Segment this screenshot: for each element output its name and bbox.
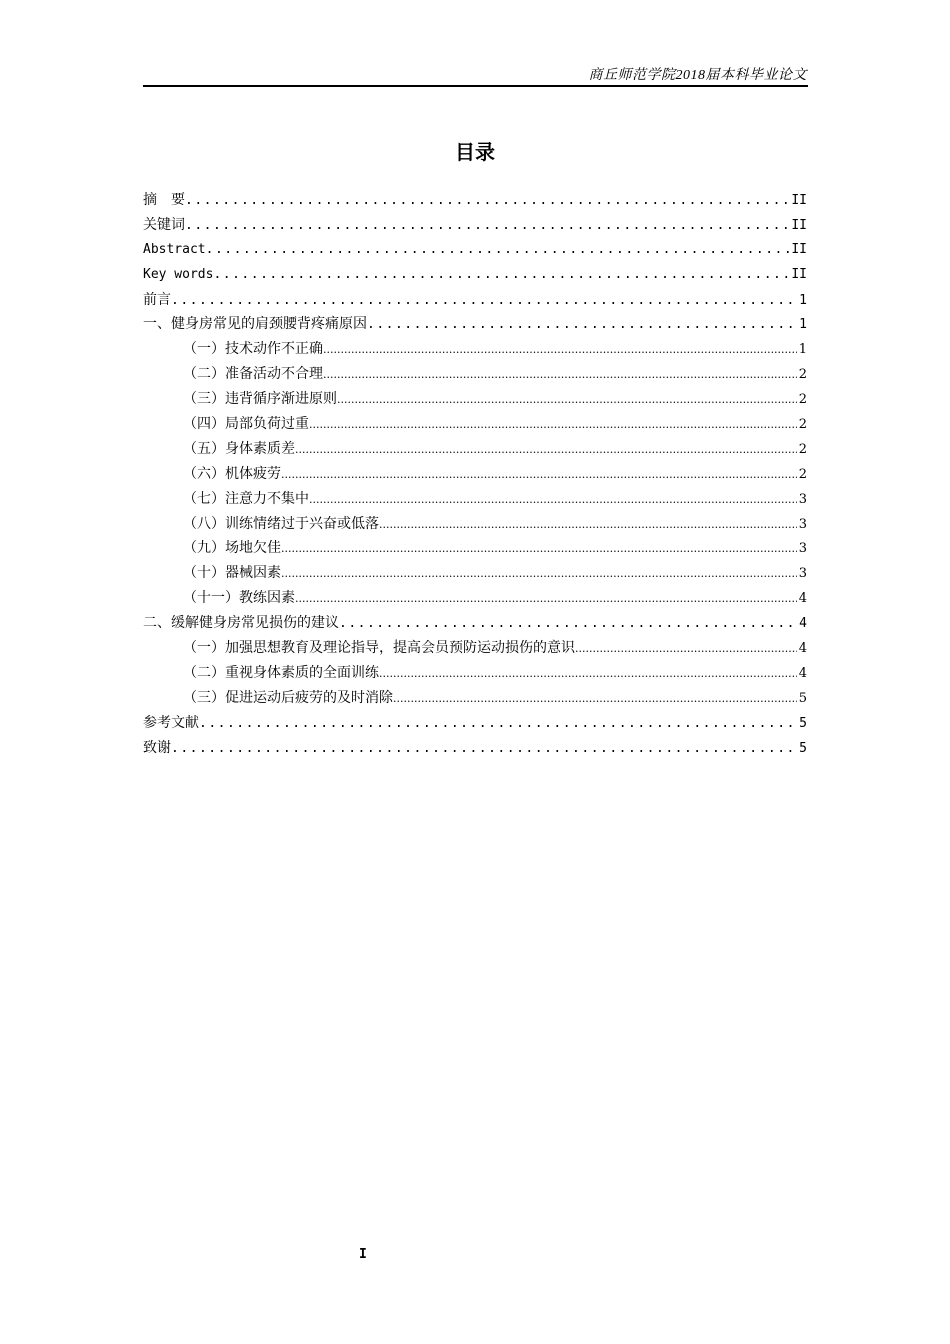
toc-entry-page: 2 [798, 441, 807, 457]
toc-leader-dots [171, 737, 797, 762]
toc-leader-dots [323, 338, 797, 363]
toc-entry-page: 2 [798, 367, 807, 383]
toc-entry-page: 4 [799, 616, 807, 632]
toc-entry-page: 2 [798, 466, 807, 482]
toc-entry[interactable] [143, 736, 807, 761]
toc-entry[interactable] [143, 561, 807, 586]
toc-leader-dots [379, 513, 797, 538]
table-of-contents [143, 188, 807, 760]
toc-title: 目录 [455, 140, 495, 164]
running-header: 商丘师范学院2018届本科毕业论文 [588, 68, 807, 83]
toc-entry-page: II [791, 241, 807, 257]
toc-entry-page: 3 [798, 541, 807, 557]
toc-entry-label: （十）器械因素 [183, 565, 281, 582]
toc-entry-page: II [791, 193, 807, 208]
toc-entry-page: 2 [798, 417, 807, 433]
toc-entry-label: 二、缓解健身房常见损伤的建议 [143, 615, 339, 632]
toc-entry-page: 1 [799, 317, 807, 333]
toc-entry[interactable] [143, 213, 807, 238]
toc-entry-page: II [791, 266, 807, 282]
toc-entry-page: 4 [798, 591, 807, 607]
toc-entry[interactable] [143, 711, 807, 736]
toc-entry-label: （二）重视身体素质的全面训练 [183, 664, 379, 681]
toc-entry-label: 关键词 [143, 216, 185, 233]
toc-entry[interactable] [143, 362, 807, 387]
toc-entry[interactable] [143, 188, 807, 213]
toc-entry[interactable] [143, 337, 807, 362]
toc-entry-page: 1 [799, 292, 807, 308]
toc-entry-label: （三）违背循序渐进原则 [183, 391, 337, 408]
toc-leader-dots [323, 363, 797, 388]
toc-entry[interactable] [143, 686, 807, 711]
toc-leader-dots [295, 438, 797, 463]
toc-leader-dots [281, 463, 797, 488]
toc-leader-dots [199, 712, 797, 737]
toc-entry-label: （一）技术动作不正确 [183, 341, 323, 358]
toc-entry-label: （五）身体素质差 [183, 440, 295, 457]
toc-entry-page: 2 [798, 392, 807, 408]
toc-leader-dots [393, 687, 797, 712]
toc-leader-dots [575, 637, 797, 662]
toc-entry-label: （三）促进运动后疲劳的及时消除 [183, 689, 393, 706]
toc-leader-dots [206, 238, 790, 263]
toc-leader-dots [281, 537, 797, 562]
toc-entry-label: 参考文献 [143, 714, 199, 731]
toc-entry[interactable] [143, 586, 807, 611]
toc-entry[interactable] [143, 412, 807, 437]
toc-leader-dots [213, 263, 789, 288]
toc-leader-dots [367, 313, 797, 338]
toc-entry-page: 1 [798, 342, 807, 358]
toc-entry-page: 4 [798, 641, 807, 657]
toc-entry[interactable] [143, 263, 807, 288]
toc-leader-dots [171, 289, 797, 314]
toc-entry-page: 3 [798, 516, 807, 532]
toc-leader-dots [281, 562, 797, 587]
toc-entry-label: （六）机体疲劳 [183, 465, 281, 482]
toc-entry-label: （四）局部负荷过重 [183, 416, 309, 433]
toc-entry[interactable] [143, 661, 807, 686]
toc-entry[interactable] [143, 387, 807, 412]
toc-leader-dots [339, 612, 797, 637]
toc-leader-dots [185, 189, 789, 214]
toc-leader-dots [185, 214, 789, 239]
header-rule [143, 85, 808, 87]
toc-entry-page: 5 [799, 740, 807, 756]
toc-entry-label: Key words [143, 266, 214, 282]
toc-entry-page: 4 [798, 665, 807, 681]
toc-entry[interactable] [143, 437, 807, 462]
toc-entry-label: 一、健身房常见的肩颈腰背疼痛原因 [143, 316, 367, 333]
toc-entry-label: （二）准备活动不合理 [183, 366, 323, 383]
toc-leader-dots [337, 388, 797, 413]
toc-leader-dots [309, 413, 797, 438]
toc-entry-page: 3 [798, 491, 807, 507]
toc-entry[interactable] [143, 487, 807, 512]
toc-leader-dots [295, 587, 797, 612]
page-number: I [359, 1247, 367, 1262]
toc-entry-label: （一）加强思想教育及理论指导，提高会员预防运动损伤的意识 [183, 640, 575, 657]
toc-entry-label: Abstract [143, 241, 206, 257]
toc-leader-dots [379, 662, 797, 687]
toc-entry[interactable] [143, 536, 807, 561]
toc-entry[interactable] [143, 462, 807, 487]
toc-entry-label: 前言 [143, 291, 171, 308]
toc-entry-label: （十一）教练因素 [183, 590, 295, 607]
toc-entry-page: 5 [798, 690, 807, 706]
toc-entry[interactable] [143, 512, 807, 537]
toc-entry-label: 摘 要 [143, 192, 185, 208]
toc-entry[interactable] [143, 611, 807, 636]
toc-entry-page: 3 [798, 566, 807, 582]
toc-entry-page: 5 [799, 715, 807, 731]
toc-entry[interactable] [143, 312, 807, 337]
toc-entry[interactable] [143, 636, 807, 661]
toc-entry[interactable] [143, 238, 807, 263]
toc-entry-label: （七）注意力不集中 [183, 490, 309, 507]
toc-entry[interactable] [143, 288, 807, 313]
toc-leader-dots [309, 488, 797, 513]
toc-entry-page: II [791, 217, 807, 233]
toc-entry-label: （九）场地欠佳 [183, 540, 281, 557]
toc-entry-label: 致谢 [143, 739, 171, 756]
toc-entry-label: （八）训练情绪过于兴奋或低落 [183, 515, 379, 532]
